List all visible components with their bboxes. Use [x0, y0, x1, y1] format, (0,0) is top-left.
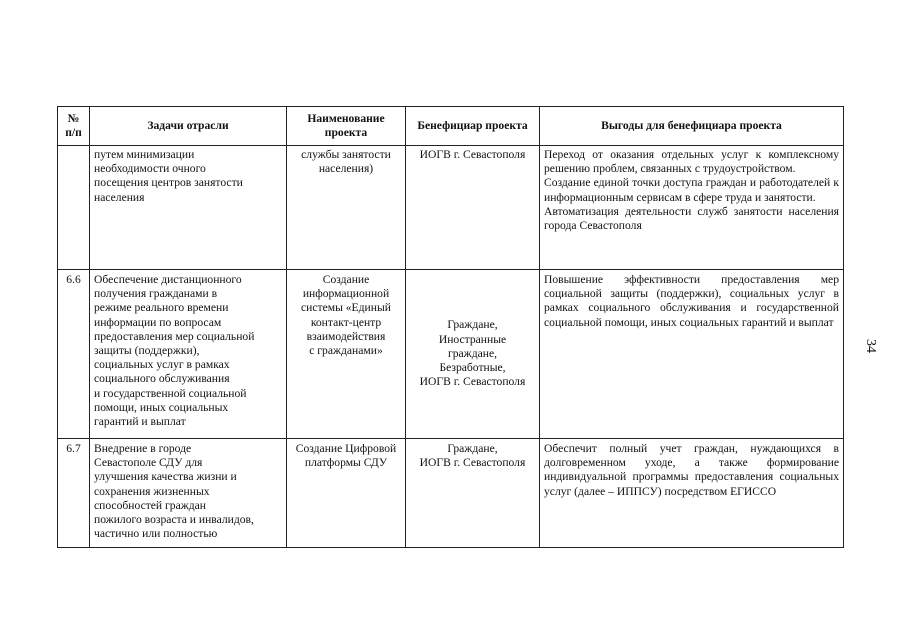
row-number: 6.6: [58, 270, 90, 439]
benefits-cell: [540, 270, 844, 439]
table-header-row: [58, 107, 844, 146]
table-row: [58, 270, 844, 439]
page-number: 34: [863, 339, 878, 353]
beneficiary-cell: Граждане, ИОГВ г. Севастополя: [406, 439, 540, 548]
task-cell: Внедрение в городе Севастополе СДУ для улучшения качества жизни и сохранения жизненных способностей граждан пожилого возраста и инвалидов, частично или полностью: [90, 439, 287, 548]
task-cell: путем минимизации необходимости очного посещения центров занятости населения: [90, 146, 287, 270]
projects-table: [57, 106, 844, 548]
beneficiary-cell: Граждане, Иностранные граждане, Безработные, ИОГВ г. Севастополя: [406, 270, 540, 439]
project-cell: Создание информационной системы «Единый контакт-центр взаимодействия с гражданами»: [287, 270, 406, 439]
header-num: № п/п: [58, 107, 90, 146]
benefits-cell: [540, 146, 844, 270]
benefit-paragraph: Повышение эффективности предоставления мер социальной защиты (поддержки), социальных услуг в рамках социального обслуживания и государственной социальной помощи, иных социальных гарантий и выплат: [544, 273, 839, 329]
table-row: [58, 146, 844, 270]
header-project: Наименование проекта: [287, 107, 406, 146]
row-number: 6.7: [58, 439, 90, 548]
row-number: [58, 146, 90, 270]
project-cell: службы занятости населения): [287, 146, 406, 270]
header-task: Задачи отрасли: [90, 107, 287, 146]
task-cell: Обеспечение дистанционного получения гражданами в режиме реального времени информации по вопросам предоставления мер социальной защиты (поддержки), социальных услуг в рамках социального обслуживания и государственной социальной помощи, иных социальных гарантий и выплат: [90, 270, 287, 439]
project-cell: Создание Цифровой платформы СДУ: [287, 439, 406, 548]
header-benefits: Выгоды для бенефициара проекта: [540, 107, 844, 146]
benefit-paragraph: Переход от оказания отдельных услуг к комплексному решению проблем, связанных с трудоустройством.: [544, 148, 839, 176]
benefit-paragraph: Создание единой точки доступа граждан и работодателей к информационным сервисам в сфере труда и занятости.: [544, 176, 839, 204]
benefits-cell: [540, 439, 844, 548]
beneficiary-cell: ИОГВ г. Севастополя: [406, 146, 540, 270]
table-row: [58, 439, 844, 548]
benefit-paragraph: Обеспечит полный учет граждан, нуждающихся в долговременном уходе, а также формирование индивидуальной программы предоставления социальных услуг (далее – ИППСУ) посредством ЕГИССО: [544, 442, 839, 498]
benefit-paragraph: Автоматизация деятельности служб занятости населения города Севастополя: [544, 204, 839, 233]
header-beneficiary: Бенефициар проекта: [406, 107, 540, 146]
